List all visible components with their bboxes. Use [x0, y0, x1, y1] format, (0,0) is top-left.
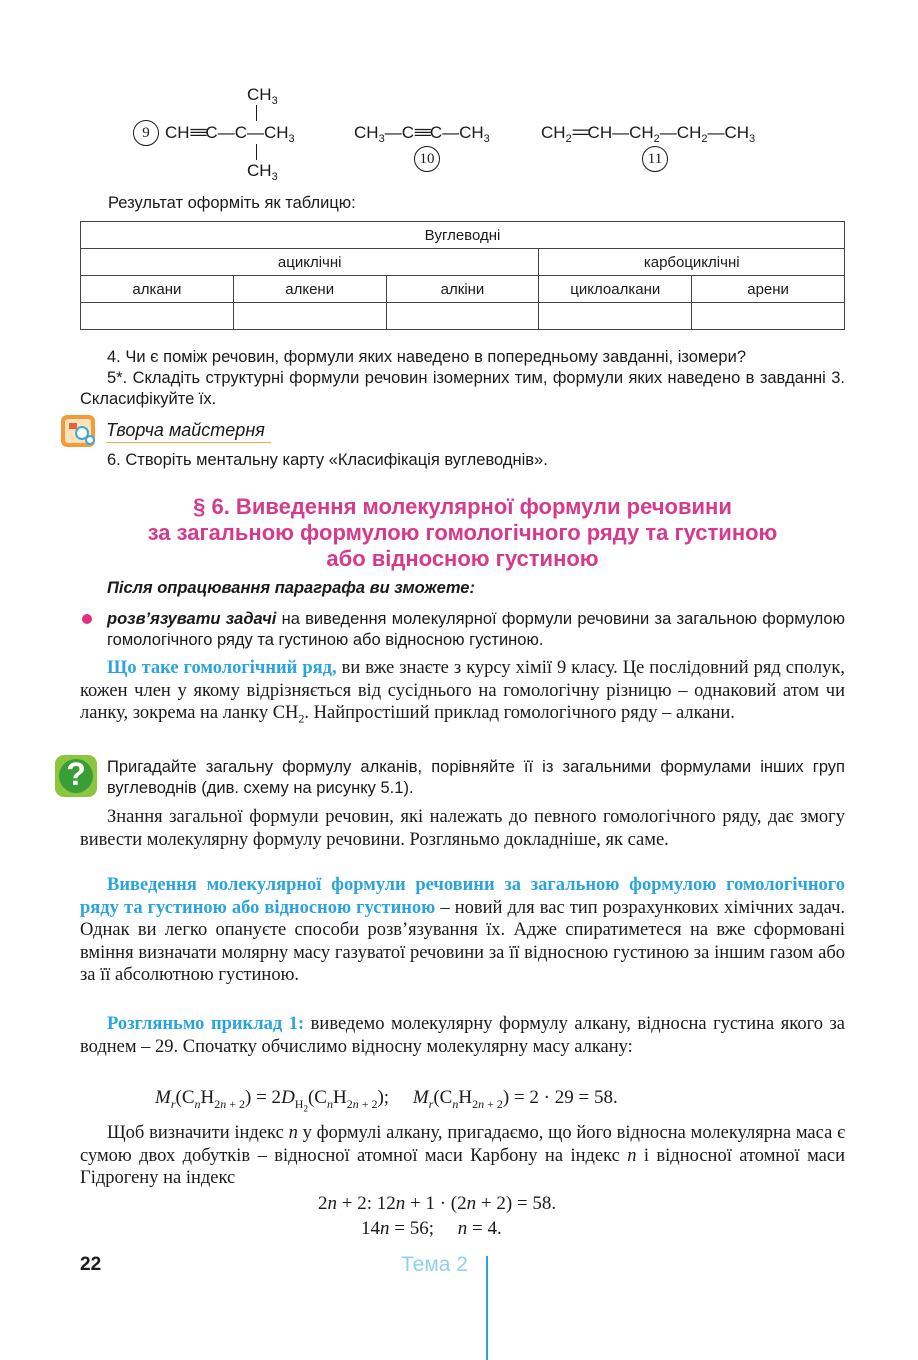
table-empty-cell: [233, 303, 386, 330]
goals-bullet: розв’язувати задачі на виведення молекулярної формули речовини за загальною формулою гомологічного ряду та густиною або відносною густиною.: [107, 610, 845, 649]
section-heading-line-1: § 6. Виведення молекулярної формули речовини: [193, 494, 732, 519]
formula-9: [133, 84, 333, 184]
equation-solution: 14n = 56; n = 4.: [361, 1218, 502, 1239]
question-text: Пригадайте загальну формулу алканів, порівняйте її із загальними формулами інших груп вуглеводнів (див. схему на рисунку 5.1).: [107, 758, 845, 797]
formula-11: $CH_2==CH—CH_2—CH_2—CH_3$: [541, 123, 756, 145]
creative-workshop-icon: [60, 413, 100, 449]
table-intro: Результат оформіть як таблицю:: [108, 194, 356, 212]
paragraph-general-formula: Знання загальної формули речовин, які належать до певного гомологічного ряду, дає змогу вивести молекулярну формулу речовини. Розгляньмо докладніше, як саме.: [80, 807, 845, 850]
formula-10: $CH_3—C\equiv\equiv C—CH_3$: [354, 123, 490, 145]
section-heading-line-3: або відносною густиною: [326, 546, 599, 571]
paragraph-example-1: Розгляньмо приклад 1: виведемо молекулярну формулу алкану, відносна густина якого за воднем – 29. Спочатку обчислимо відносну молекулярну масу алкану:: [80, 1014, 846, 1057]
table-root: Вуглеводні: [81, 222, 845, 249]
paragraph-index-n: Щоб визначити індекс n у формулі алкану, пригадаємо, що його відносна молекулярна маса є сумою двох добутків – відносної атомної маси Карбону на індекс n і відносної атомної маси Гідрогену на індекс: [80, 1123, 846, 1188]
table-group-acyclic: ациклічні: [81, 249, 539, 276]
formula-9-chain: $CH\equiv\equiv C—C—CH_3$: [165, 123, 295, 145]
formula-number-11: 11: [642, 146, 668, 172]
task-4: 4. Чи є поміж речовин, формули яких наведено в попередньому завданні, ізомери?: [107, 348, 747, 366]
table-empty-cell: [539, 303, 692, 330]
table-col-arenes: арени: [692, 276, 845, 303]
page-number: 22: [80, 1254, 102, 1275]
paragraph-homologous-series: Що таке гомологічний ряд, ви вже знаєте з курсу хімії 9 класу. Це послідовний ряд сполук, кожен член у якому відрізняється від сусіднього на гомологічну різницю – однаковий атом чи ланку, зокрема на ланку $CH_2$. Найпростіший приклад гомологічного ряду – алкани.: [80, 658, 845, 726]
table-col-alkenes: алкени: [233, 276, 386, 303]
table-group-carbocyclic: карбоциклічні: [539, 249, 845, 276]
formula-9-bottom: $CH_3$: [247, 161, 278, 183]
question-icon: ?: [54, 754, 98, 798]
classification-table: [80, 221, 845, 330]
equation-mass-sum: 2n + 2: 12n + 1 · (2n + 2) = 58.: [318, 1193, 557, 1214]
section-heading-line-2: за загальною формулою гомологічного ряду та густиною: [147, 520, 778, 545]
formula-number-9: 9: [133, 120, 159, 146]
table-col-cycloalkanes: циклоалкани: [539, 276, 692, 303]
table-empty-cell: [692, 303, 845, 330]
equation-molar-mass: $M_r(C_nH_{2n + 2}) = 2D_{H_2}(C_nH_{2n + 2})$; $M_r(C_nH_{2n + 2}) = 2 \cdot 29 = 58$.: [155, 1087, 618, 1114]
goals-title: Після опрацювання параграфа ви зможете:: [107, 579, 475, 597]
formula-number-10: 10: [414, 146, 440, 172]
footer-divider: [486, 1256, 488, 1360]
table-empty-cell: [81, 303, 234, 330]
tasks-block: [80, 347, 845, 410]
paragraph-new-task-type: Виведення молекулярної формули речовини за загальною формулою гомологічного ряду та густиною або відносною густиною – новий для вас тип розрахункових хімічних задач. Однак ви легко опануєте способи розв’язування їх. Адже спиратиметеся на вже сформовані вміння визначати молярну масу газуватої речовини за її відносною густиною за іншим газом або за її абсолютною густиною.: [80, 875, 845, 985]
footer-topic: Тема 2: [401, 1253, 468, 1276]
table-empty-cell: [386, 303, 539, 330]
formula-9-top: $CH_3$: [247, 85, 278, 107]
creative-workshop-title: Творча майстерня: [106, 418, 271, 443]
task-5: 5*. Складіть структурні формули речовин ізомерних тим, формули яких наведено в завданні 3. Скласифікуйте їх.: [80, 369, 845, 408]
task-6: 6. Створіть ментальну карту «Класифікація вуглеводнів».: [107, 451, 548, 469]
bullet-icon: [82, 614, 92, 624]
table-col-alkynes: алкіни: [386, 276, 539, 303]
table-col-alkanes: алкани: [81, 276, 234, 303]
section-heading: [80, 494, 845, 572]
